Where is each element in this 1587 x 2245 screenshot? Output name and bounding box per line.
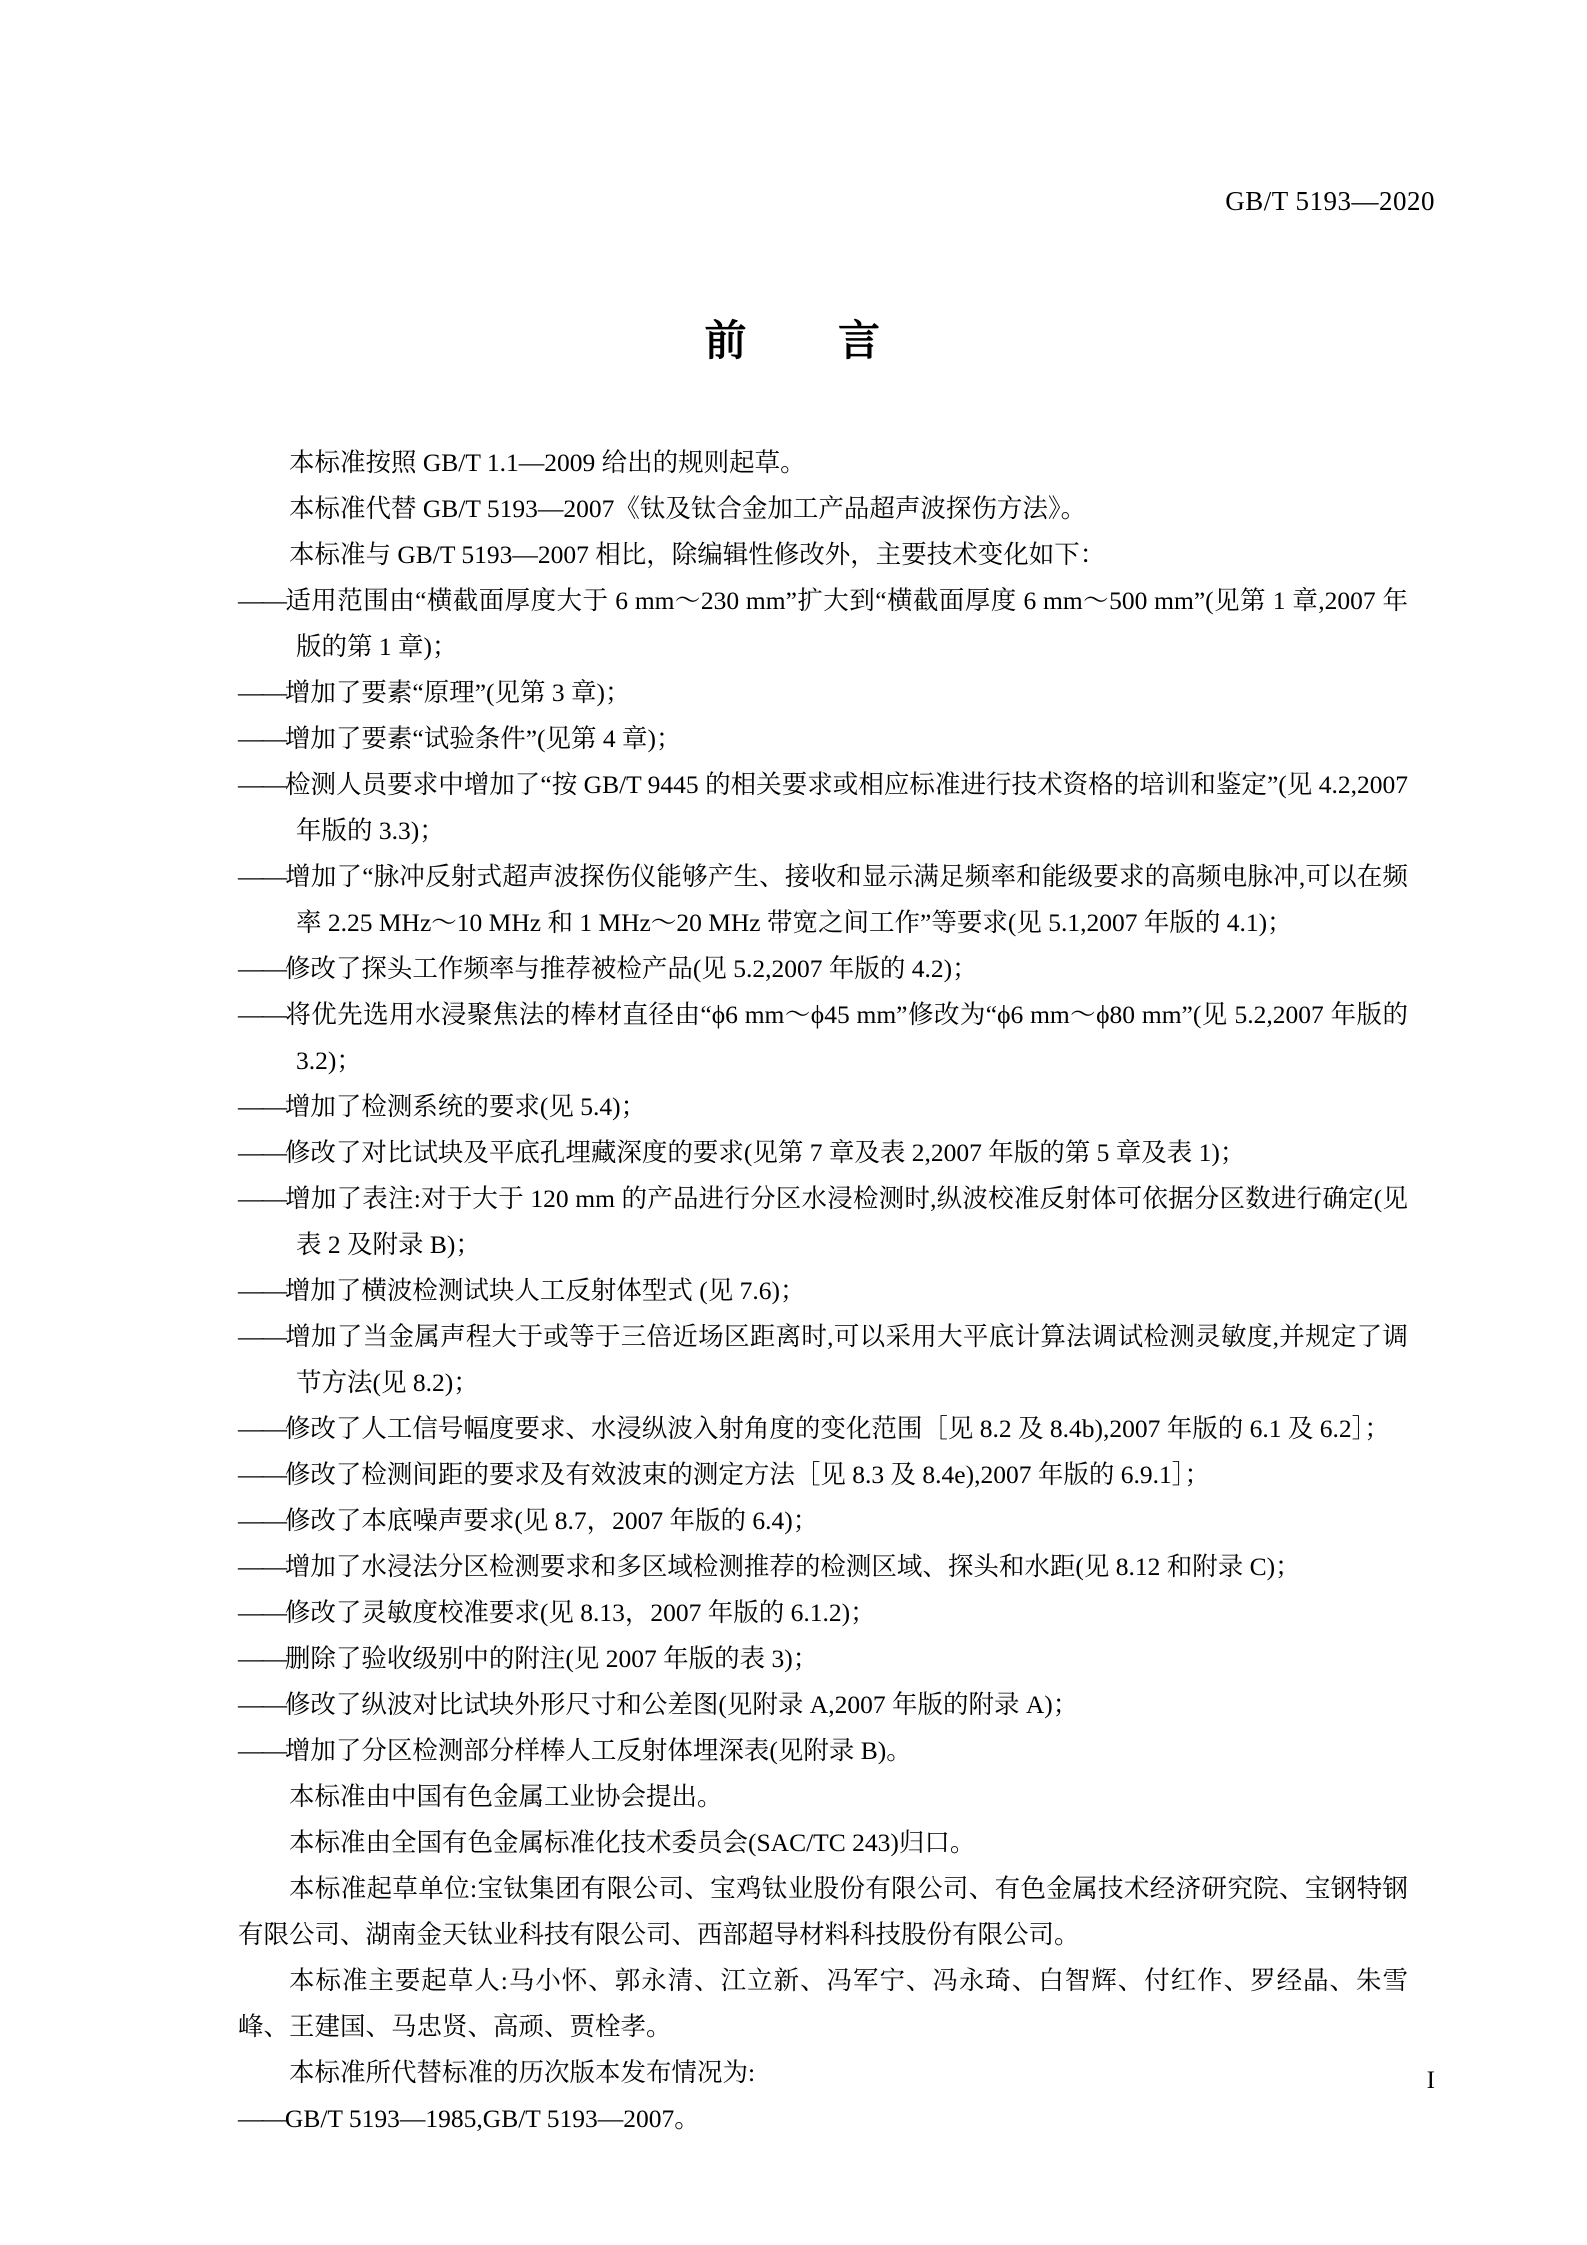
change-item <box>238 1406 1408 1452</box>
dash-marker: —— <box>238 1414 285 1443</box>
dash-marker: —— <box>238 1690 285 1719</box>
change-item-text: 增加了当金属声程大于或等于三倍近场区距离时,可以采用大平底计算法调试检测灵敏度,并规定了调节方法(见 8.2)； <box>284 1322 1408 1397</box>
change-item-text: 增加了“脉冲反射式超声波探伤仪能够产生、接收和显示满足频率和能级要求的高频电脉冲,可以在频率 2.25 MHz～10 MHz 和 1 MHz～20 MHz 带宽之间工作”等要求(见 5.1,2007 年版的 4.1)； <box>284 862 1408 937</box>
history-intro: 本标准所代替标准的历次版本发布情况为: <box>289 2058 756 2087</box>
history-item-text: GB/T 5193—1985,GB/T 5193—2007。 <box>284 2104 700 2133</box>
change-item <box>238 1498 1408 1544</box>
change-item-text: 将优先选用水浸聚焦法的棒材直径由“ϕ6 mm～ϕ45 mm”修改为“ϕ6 mm～ϕ80 mm”(见 5.2,2007 年版的 3.2)； <box>284 1000 1408 1075</box>
dash-marker: —— <box>238 586 285 615</box>
change-item <box>238 1084 1408 1130</box>
change-item <box>238 1452 1408 1498</box>
change-item <box>238 1544 1408 1590</box>
history-item <box>238 2096 1408 2142</box>
change-item-text: 增加了横波检测试块人工反射体型式 (见 7.6)； <box>284 1276 806 1305</box>
dash-marker: —— <box>238 1138 285 1167</box>
change-item-text: 修改了人工信号幅度要求、水浸纵波入射角度的变化范围［见 8.2 及 8.4b),2007 年版的 6.1 及 6.2］； <box>284 1414 1390 1443</box>
page-header-standard-number: GB/T 5193—2020 <box>1225 186 1435 216</box>
change-item <box>238 946 1408 992</box>
change-item <box>238 1590 1408 1636</box>
dash-marker: —— <box>238 770 285 799</box>
change-item-text: 检测人员要求中增加了“按 GB/T 9445 的相关要求或相应标准进行技术资格的培训和鉴定”(见 4.2,2007 年版的 3.3)； <box>284 770 1408 845</box>
dash-marker: —— <box>238 1276 285 1305</box>
change-item-text: 删除了验收级别中的附注(见 2007 年版的表 3)； <box>284 1644 819 1673</box>
change-item-text: 增加了要素“原理”(见第 3 章)； <box>284 678 631 707</box>
dash-marker: —— <box>238 1000 285 1029</box>
intro-line-2: 本标准代替 GB/T 5193—2007《钛及钛合金加工产品超声波探伤方法》。 <box>289 494 1087 523</box>
change-item-text: 增加了表注:对于大于 120 mm 的产品进行分区水浸检测时,纵波校准反射体可依据分区数进行确定(见表 2 及附录 B)； <box>284 1184 1408 1259</box>
change-item-text: 修改了纵波对比试块外形尺寸和公差图(见附录 A,2007 年版的附录 A)； <box>284 1690 1079 1719</box>
dash-marker: —— <box>238 1322 285 1351</box>
page-title: 前 言 <box>704 316 883 365</box>
dash-marker: —— <box>238 1598 285 1627</box>
change-item <box>238 1682 1408 1728</box>
drafters: 本标准主要起草人:马小怀、郭永清、江立新、冯军宁、冯永琦、白智辉、付红作、罗经晶、朱雪峰、王建国、马忠贤、高顽、贾栓孝。 <box>238 1966 1408 2041</box>
tail-line-1: 本标准由中国有色金属工业协会提出。 <box>289 1782 723 1811</box>
drafting-units: 本标准起草单位:宝钛集团有限公司、宝鸡钛业股份有限公司、有色金属技术经济研究院、宝钢特钢有限公司、湖南金天钛业科技有限公司、西部超导材料科技股份有限公司。 <box>238 1874 1408 1949</box>
intro-line-1: 本标准按照 GB/T 1.1—2009 给出的规则起草。 <box>289 448 806 477</box>
change-item-text: 增加了分区检测部分样棒人工反射体埋深表(见附录 B)。 <box>284 1736 912 1765</box>
change-item <box>238 1314 1408 1406</box>
change-item <box>238 854 1408 946</box>
change-item <box>238 1268 1408 1314</box>
dash-marker: —— <box>238 1736 285 1765</box>
change-item <box>238 992 1408 1084</box>
change-item-text: 适用范围由“横截面厚度大于 6 mm～230 mm”扩大到“横截面厚度 6 mm～500 mm”(见第 1 章,2007 年版的第 1 章)； <box>284 586 1408 661</box>
dash-marker: —— <box>238 2104 285 2133</box>
change-item-text: 修改了灵敏度校准要求(见 8.13，2007 年版的 6.1.2)； <box>284 1598 876 1627</box>
page-number: I <box>1426 2067 1435 2094</box>
change-item-text: 增加了检测系统的要求(见 5.4)； <box>284 1092 647 1121</box>
change-item-text: 修改了探头工作频率与推荐被检产品(见 5.2,2007 年版的 4.2)； <box>284 954 978 983</box>
dash-marker: —— <box>238 954 285 983</box>
change-item-text: 增加了要素“试验条件”(见第 4 章)； <box>284 724 682 753</box>
change-item <box>238 670 1408 716</box>
dash-marker: —— <box>238 1644 285 1673</box>
change-item-text: 修改了本底噪声要求(见 8.7，2007 年版的 6.4)； <box>284 1506 819 1535</box>
change-item <box>238 716 1408 762</box>
change-item-text: 修改了检测间距的要求及有效波束的测定方法［见 8.3 及 8.4e),2007 年版的 6.9.1］； <box>284 1460 1210 1489</box>
change-item <box>238 1176 1408 1268</box>
change-item <box>238 1636 1408 1682</box>
dash-marker: —— <box>238 678 285 707</box>
change-item-text: 修改了对比试块及平底孔埋藏深度的要求(见第 7 章及表 2,2007 年版的第 5 章及表 1)； <box>284 1138 1246 1167</box>
document-body <box>238 440 1408 2142</box>
dash-marker: —— <box>238 1092 285 1121</box>
dash-marker: —— <box>238 1552 285 1581</box>
change-item <box>238 762 1408 854</box>
change-item <box>238 1130 1408 1176</box>
dash-marker: —— <box>238 862 285 891</box>
dash-marker: —— <box>238 1184 285 1213</box>
tail-line-2: 本标准由全国有色金属标准化技术委员会(SAC/TC 243)归口。 <box>289 1828 976 1857</box>
dash-marker: —— <box>238 1506 285 1535</box>
dash-marker: —— <box>238 1460 285 1489</box>
intro-line-3: 本标准与 GB/T 5193—2007 相比，除编辑性修改外，主要技术变化如下： <box>289 540 1106 569</box>
change-item <box>238 1728 1408 1774</box>
change-item <box>238 578 1408 670</box>
change-item-text: 增加了水浸法分区检测要求和多区域检测推荐的检测区域、探头和水距(见 8.12 和附录 C)； <box>284 1552 1301 1581</box>
dash-marker: —— <box>238 724 285 753</box>
